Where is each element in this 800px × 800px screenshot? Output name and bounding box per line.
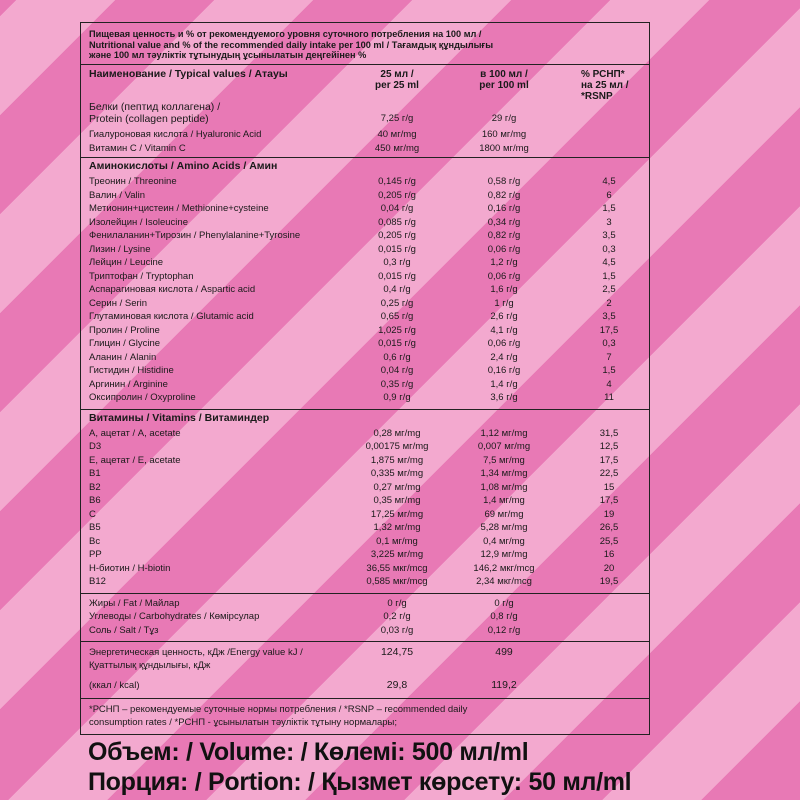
row-pct: 19 (603, 508, 615, 520)
row-name: Фенилаланин+Тирозин / Phenylalanine+Tyrosine (89, 230, 301, 241)
row-pct: 1,5 (602, 365, 616, 376)
row-v25: 0,015 г/g (378, 338, 416, 349)
macro-rows (89, 594, 641, 638)
nutrition-header (81, 27, 649, 65)
section-title-amino (89, 158, 641, 175)
table-row (89, 297, 641, 311)
row-name: Углеводы / Carbohydrates / Көмірсулар (89, 611, 260, 622)
row-name: B6 (89, 495, 101, 506)
footnote (89, 699, 641, 729)
row-v25: 1,32 мг/mg (373, 522, 421, 533)
row-v100: 0 г/g (494, 597, 514, 609)
row-pct: 12,5 (599, 441, 619, 452)
footnote-line: *РСНП – рекомендуемые суточные нормы потребления / *RSNP – recommended daily (89, 704, 468, 715)
column-headers (89, 65, 641, 125)
row-v100: 2,4 г/g (490, 351, 518, 363)
row-pct: 0,3 (602, 243, 616, 255)
row-name: Жиры / Fat / Майлар (89, 597, 180, 609)
row-pct: 11 (604, 392, 614, 403)
row-pct: 1,5 (602, 270, 616, 282)
section-title-vitamins (89, 410, 641, 427)
row-name: PP (89, 549, 102, 560)
row-name: Bc (89, 535, 101, 547)
row-v25: 450 мг/mg (374, 142, 420, 154)
row-pct: 2 (606, 297, 612, 309)
row-v25: 0,28 мг/mg (373, 427, 421, 439)
row-pct: 17,5 (599, 454, 619, 466)
row-v25: 7,25 г/g (380, 113, 414, 124)
table-row (89, 337, 641, 351)
row-v100: 3,6 г/g (490, 392, 518, 403)
row-name: Н-биотин / H-biotin (89, 562, 171, 574)
row-v25: 0,145 г/g (378, 176, 416, 187)
table-row (89, 98, 641, 113)
row-name: Триптофан / Tryptophan (89, 270, 194, 282)
row-v25: 0,015 г/g (378, 270, 416, 282)
row-name: Аланин / Alanin (89, 351, 157, 363)
table-row (89, 391, 641, 405)
row-pct: 17,5 (599, 495, 619, 506)
table-row (89, 440, 641, 454)
row-v100: 0,007 мг/mg (477, 441, 531, 452)
table-row (89, 283, 641, 297)
row-v100: 0,8 г/g (490, 611, 518, 622)
row-pct: 15 (603, 481, 615, 493)
vitamin-rows (89, 427, 641, 589)
row-pct: 26,5 (599, 522, 619, 533)
row-name: B2 (89, 481, 101, 493)
row-name: Пролин / Proline (89, 324, 160, 336)
table-row (89, 189, 641, 203)
row-v100: 0,82 г/g (487, 189, 521, 201)
row-v100: 1,2 г/g (490, 257, 518, 268)
row-v100: 1,08 мг/mg (480, 481, 528, 493)
row-v25: 0,205 г/g (378, 230, 416, 241)
row-v25: 0,085 г/g (378, 216, 416, 228)
row-v100: 1,12 мг/mg (480, 427, 528, 439)
row-v25: 0,6 г/g (383, 351, 411, 363)
row-v100: 0,06 г/g (487, 243, 521, 255)
row-v25: 0,9 г/g (383, 392, 411, 403)
row-pct: 19,5 (599, 576, 619, 587)
row-v25: 1,025 г/g (378, 324, 416, 336)
energy-label-3: (ккал / kcal) (89, 680, 140, 691)
row-pct: 4 (606, 378, 612, 390)
row-v100: 69 мг/mg (484, 508, 524, 520)
row-name: А, ацетат / A, acetate (89, 427, 181, 439)
energy-kj100: 499 (495, 646, 513, 658)
header-line: Nutritional value and % of the recommended daily intake per 100 ml / Тағамдық құндылығы (89, 39, 494, 50)
table-row (89, 270, 641, 284)
energy-kj25: 124,75 (380, 646, 414, 658)
row-name: Белки (пептид коллагена) / (89, 101, 221, 113)
table-row (89, 378, 641, 392)
col-per100-line2: per 100 ml (479, 80, 529, 91)
main-rows (89, 128, 641, 155)
row-v100: 0,12 г/g (487, 624, 521, 636)
row-v25: 0,585 мкг/mcg (366, 576, 428, 587)
col-per25-line2: per 25 ml (375, 80, 419, 91)
row-name: Лейцин / Leucine (89, 257, 164, 268)
row-v25: 0,4 г/g (383, 284, 411, 295)
row-v100: 4,1 г/g (490, 324, 518, 336)
row-v100: 1,4 мг/mg (483, 495, 525, 506)
row-v100: 5,28 мг/mg (480, 522, 528, 533)
row-v25: 0,25 г/g (380, 297, 414, 309)
table-row (89, 427, 641, 441)
row-v25: 0,00175 мг/mg (365, 441, 429, 452)
row-v25: 0,2 г/g (383, 611, 411, 622)
table-row (89, 175, 641, 189)
amino-title: Аминокислоты / Amino Acids / Амин (89, 160, 278, 172)
row-name: Аспарагиновая кислота / Aspartic acid (89, 284, 256, 295)
energy-label-2: Қуаттылық құндылығы, кДж (89, 660, 211, 671)
table-row (89, 256, 641, 270)
row-v100: 0,06 г/g (487, 338, 521, 349)
row-name: Метионин+цистеин / Methionine+cysteine (89, 203, 269, 214)
table-row (89, 351, 641, 365)
table-row (89, 508, 641, 522)
row-v100: 0,58 г/g (487, 176, 521, 187)
row-name: Валин / Valin (89, 189, 146, 201)
row-name: Гиалуроновая кислота / Hyaluronic Acid (89, 129, 262, 140)
table-row (89, 610, 641, 624)
row-name: B12 (89, 576, 106, 587)
nutrition-panel (80, 22, 650, 735)
row-v25: 0,35 мг/mg (373, 495, 421, 506)
row-v100: 12,9 мг/mg (480, 549, 528, 560)
table-row (89, 109, 641, 125)
col-per25 (357, 69, 437, 91)
row-pct: 3,5 (602, 311, 616, 322)
row-name: Треонин / Threonine (89, 176, 177, 187)
row-v25: 40 мг/mg (377, 129, 417, 140)
row-v25: 0,27 мг/mg (373, 481, 421, 493)
row-v100: 1,4 г/g (490, 378, 518, 390)
row-name: Лизин / Lysine (89, 243, 151, 255)
row-name: C (89, 508, 96, 520)
table-row (89, 324, 641, 338)
row-v25: 0,3 г/g (383, 257, 411, 268)
table-row (89, 243, 641, 257)
row-v100: 0,4 мг/mg (483, 535, 525, 547)
row-pct: 4,5 (602, 176, 616, 187)
row-v100: 146,2 мкг/mcg (473, 562, 535, 574)
energy-label-1: Энергетическая ценность, кДж /Energy value kJ / (89, 647, 303, 658)
row-v100: 160 мг/mg (481, 129, 527, 140)
row-pct: 25,5 (599, 535, 619, 547)
col-rsnp-line2: на 25 мл / (581, 80, 629, 91)
table-row (89, 575, 641, 589)
row-v100: 29 г/g (491, 113, 517, 124)
row-pct: 17,5 (599, 324, 619, 336)
table-row (89, 454, 641, 468)
row-v25: 36,55 мкг/mcg (366, 562, 428, 574)
row-name: Оксипролин / Oxyproline (89, 392, 196, 403)
table-row (89, 142, 641, 156)
row-v25: 0,205 г/g (378, 189, 416, 201)
vitamin-title: Витамины / Vitamins / Витаминдер (89, 411, 270, 424)
table-row (89, 229, 641, 243)
table-row (89, 624, 641, 638)
row-pct: 6 (606, 189, 612, 201)
row-v100: 7,5 мг/mg (483, 454, 525, 466)
row-v100: 0,16 г/g (487, 203, 521, 214)
table-row (89, 202, 641, 216)
row-v25: 0 г/g (387, 597, 407, 609)
row-v100: 0,06 г/g (487, 270, 521, 282)
row-v100: 0,16 г/g (487, 365, 521, 376)
table-row (89, 481, 641, 495)
header-line: және 100 мл тәуліктік тұтынудың ұсынылатын деңгейінен % (89, 50, 367, 60)
row-v25: 1,875 мг/mg (370, 454, 424, 466)
row-v100: 1,6 г/g (490, 284, 518, 295)
table-row (89, 310, 641, 324)
col-per25-line1: 25 мл / (380, 69, 414, 80)
col-per100-line1: в 100 мл / (480, 69, 528, 80)
row-name: Глицин / Glycine (89, 338, 161, 349)
row-v25: 0,04 г/g (380, 365, 414, 376)
row-name: Гистидин / Histidine (89, 365, 174, 376)
row-name: Витамин С / Vitamin C (89, 142, 186, 154)
portion-text: Порция: / Portion: / Қызмет көрсету: 50 мл/ml (88, 768, 632, 796)
row-v25: 0,03 г/g (380, 624, 414, 636)
table-row (89, 364, 641, 378)
energy-kcal25: 29,8 (386, 679, 408, 691)
row-pct: 16 (603, 549, 615, 560)
row-v100: 2,34 мкг/mcg (476, 576, 532, 587)
row-v100: 1 г/g (494, 297, 514, 309)
amino-rows (89, 175, 641, 405)
row-pct: 31,5 (599, 427, 619, 439)
table-row (89, 494, 641, 508)
table-row (89, 216, 641, 230)
row-v25: 0,1 мг/mg (376, 535, 418, 547)
row-pct: 22,5 (599, 468, 619, 479)
table-row (89, 467, 641, 481)
col-name: Наименование / Typical values / Атауы (89, 68, 288, 80)
col-per100 (449, 69, 559, 91)
row-v25: 0,015 г/g (378, 243, 416, 255)
table-row (89, 597, 641, 611)
table-row (89, 548, 641, 562)
row-pct: 1,5 (602, 203, 616, 214)
row-v100: 1,34 мг/mg (480, 468, 528, 479)
table-row (89, 535, 641, 549)
row-name: Е, ацетат / E, acetate (89, 454, 181, 466)
row-name: Аргинин / Arginine (89, 378, 168, 390)
row-pct: 20 (603, 562, 615, 574)
row-pct: 2,5 (602, 284, 616, 295)
table-row (89, 521, 641, 535)
row-name: Protein (collagen peptide) (89, 113, 209, 125)
row-name: Глутаминовая кислота / Glutamic acid (89, 311, 254, 322)
row-name: Соль / Salt / Тұз (89, 624, 159, 636)
col-rsnp-line1: % РСНП* (581, 69, 625, 80)
row-v100: 1800 мг/mg (479, 142, 529, 154)
row-v25: 3,225 мг/mg (370, 549, 424, 560)
row-pct: 0,3 (602, 338, 616, 349)
row-v25: 0,35 г/g (380, 378, 414, 390)
row-v25: 0,65 г/g (380, 311, 414, 322)
row-name: D3 (89, 441, 102, 452)
row-pct: 3,5 (602, 230, 616, 241)
footnote-line: consumption rates / *РСНП - ұсынылатын тәуліктік тұтыну нормалары; (89, 717, 398, 728)
energy-block (89, 642, 641, 698)
col-rsnp-line3: *RSNP (581, 91, 613, 102)
row-v25: 0,04 г/g (380, 203, 414, 214)
row-v25: 17,25 мг/mg (370, 508, 424, 520)
row-pct: 7 (606, 351, 612, 363)
row-v100: 0,34 г/g (487, 216, 521, 228)
row-pct: 4,5 (602, 257, 616, 268)
row-name: B1 (89, 468, 101, 479)
row-v25: 0,335 мг/mg (370, 468, 424, 479)
row-name: Изолейцин / Isoleucine (89, 216, 188, 228)
header-line: Пищевая ценность и % от рекомендуемого уровня суточного потребления на 100 мл / (89, 29, 482, 39)
row-v100: 0,82 г/g (487, 230, 521, 241)
volume-text: Объем: / Volume: / Көлемі: 500 мл/ml (88, 738, 529, 766)
row-pct: 3 (606, 216, 612, 228)
table-row (89, 562, 641, 576)
energy-kcal100: 119,2 (491, 679, 517, 691)
row-v100: 2,6 г/g (490, 311, 518, 322)
row-name: B5 (89, 522, 101, 533)
row-name: Серин / Serin (89, 297, 148, 309)
table-row (89, 128, 641, 142)
